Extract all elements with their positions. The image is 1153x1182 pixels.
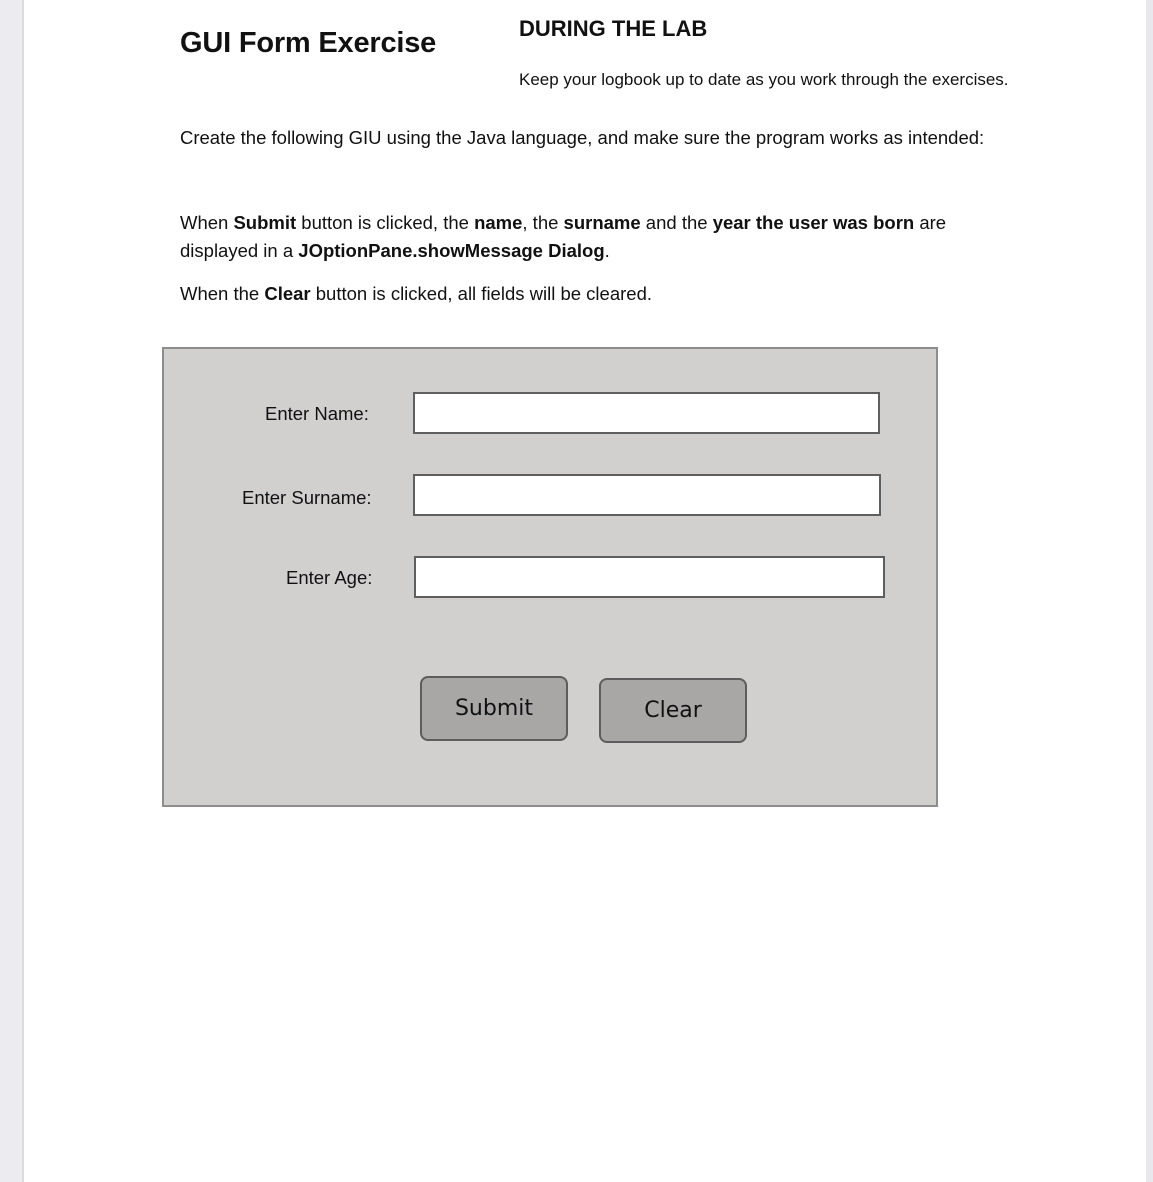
bold-clear: Clear: [264, 283, 311, 304]
text-span: and the: [640, 212, 713, 233]
bold-name: name: [474, 212, 523, 233]
surname-label: Enter Surname:: [242, 487, 372, 508]
text-span: , the: [522, 212, 564, 233]
clear-button[interactable]: Clear: [599, 678, 747, 743]
intro-paragraph: Create the following GIU using the Java language, and make sure the program works as intended:: [180, 127, 985, 148]
text-span: When the: [180, 283, 265, 304]
text-span: button is clicked, the: [296, 212, 475, 233]
text-span: When: [180, 212, 234, 233]
bold-surname: surname: [563, 212, 641, 233]
section-heading: DURING THE LAB: [519, 16, 708, 41]
submit-behaviour-paragraph: [180, 209, 946, 265]
document-title: GUI Form Exercise: [180, 27, 437, 59]
logbook-note: Keep your logbook up to date as you work through the exercises.: [519, 70, 1009, 89]
text-span: displayed in a: [180, 240, 299, 261]
page-shadow-right: [1146, 0, 1153, 1182]
age-input[interactable]: [414, 556, 885, 598]
bold-submit: Submit: [233, 212, 297, 233]
gui-form-mockup: [162, 347, 938, 807]
surname-input[interactable]: [413, 474, 881, 516]
age-label: Enter Age:: [286, 567, 373, 588]
bold-year-born: year the user was born: [712, 212, 915, 233]
name-input[interactable]: [413, 392, 880, 434]
text-span: .: [604, 240, 610, 261]
text-span: button is clicked, all fields will be cleared.: [310, 283, 652, 304]
text-span: are: [914, 212, 947, 233]
clear-behaviour-paragraph: [180, 280, 652, 308]
name-label: Enter Name:: [265, 403, 369, 424]
submit-button[interactable]: Submit: [420, 676, 568, 741]
bold-joptionpane: JOptionPane.showMessage Dialog: [298, 240, 605, 261]
